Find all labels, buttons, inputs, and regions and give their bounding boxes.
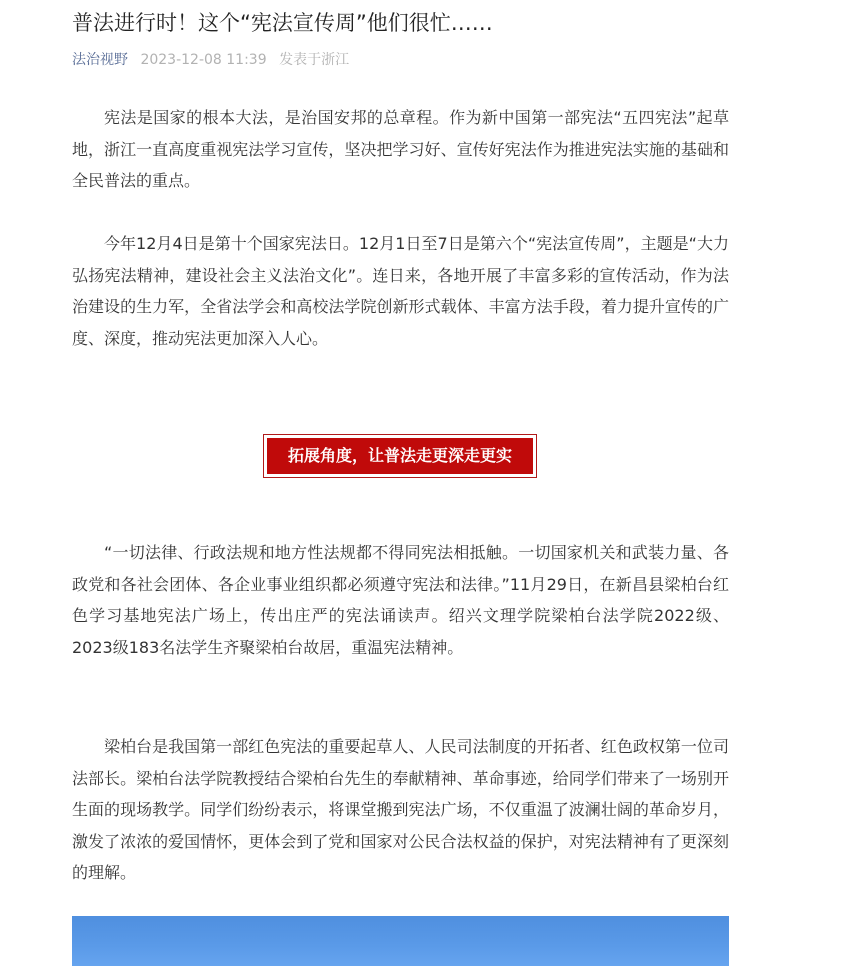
article-image[interactable] — [72, 916, 729, 966]
article-meta — [72, 50, 729, 70]
author-link[interactable]: 法治视野 — [72, 52, 128, 68]
section-heading: 拓展角度，让普法走更深走更实 — [267, 438, 533, 474]
publish-date: 2023-12-08 11:39 — [140, 52, 267, 68]
paragraph: 宪法是国家的根本大法，是治国安邦的总章程。作为新中国第一部宪法“五四宪法”起草地，浙江一直高度重视宪法学习宣传，坚决把学习好、宣传好宪法作为推进宪法实施的基础和全民普法的重点。 — [72, 108, 729, 190]
publish-location: 发表于浙江 — [279, 52, 350, 68]
paragraph: “一切法律、行政法规和地方性法规都不得同宪法相抵触。一切国家机关和武装力量、各政党和各社会团体、各企业事业组织都必须遵守宪法和法律。”11月29日，在新昌县梁柏台红色学习基地宪法广场上，传出庄严的宪法诵读声。绍兴文理学院梁柏台法学院2022级、2023级183名法学生齐聚梁柏台故居，重温宪法精神。 — [72, 543, 729, 657]
article-title: 普法进行时！这个“宪法宣传周”他们很忙…… — [72, 11, 493, 35]
paragraph: 今年12月4日是第十个国家宪法日。12月1日至7日是第六个“宪法宣传周”，主题是“大力弘扬宪法精神，建设社会主义法治文化”。连日来，各地开展了丰富多彩的宣传活动，作为法治建设的生力军，全省法学会和高校法学院创新形式载体、丰富方法手段，着力提升宣传的广度、深度，推动宪法更加深入人心。 — [72, 234, 729, 348]
article — [72, 0, 729, 882]
section-heading-frame — [263, 434, 537, 478]
paragraph: 梁柏台是我国第一部红色宪法的重要起草人、人民司法制度的开拓者、红色政权第一位司法部长。梁柏台法学院教授结合梁柏台先生的奉献精神、革命事迹，给同学们带来了一场别开生面的现场教学。同学们纷纷表示，将课堂搬到宪法广场，不仅重温了波澜壮阔的革命岁月，激发了浓浓的爱国情怀，更体会到了党和国家对公民合法权益的保护，对宪法精神有了更深刻的理解。 — [72, 737, 729, 882]
